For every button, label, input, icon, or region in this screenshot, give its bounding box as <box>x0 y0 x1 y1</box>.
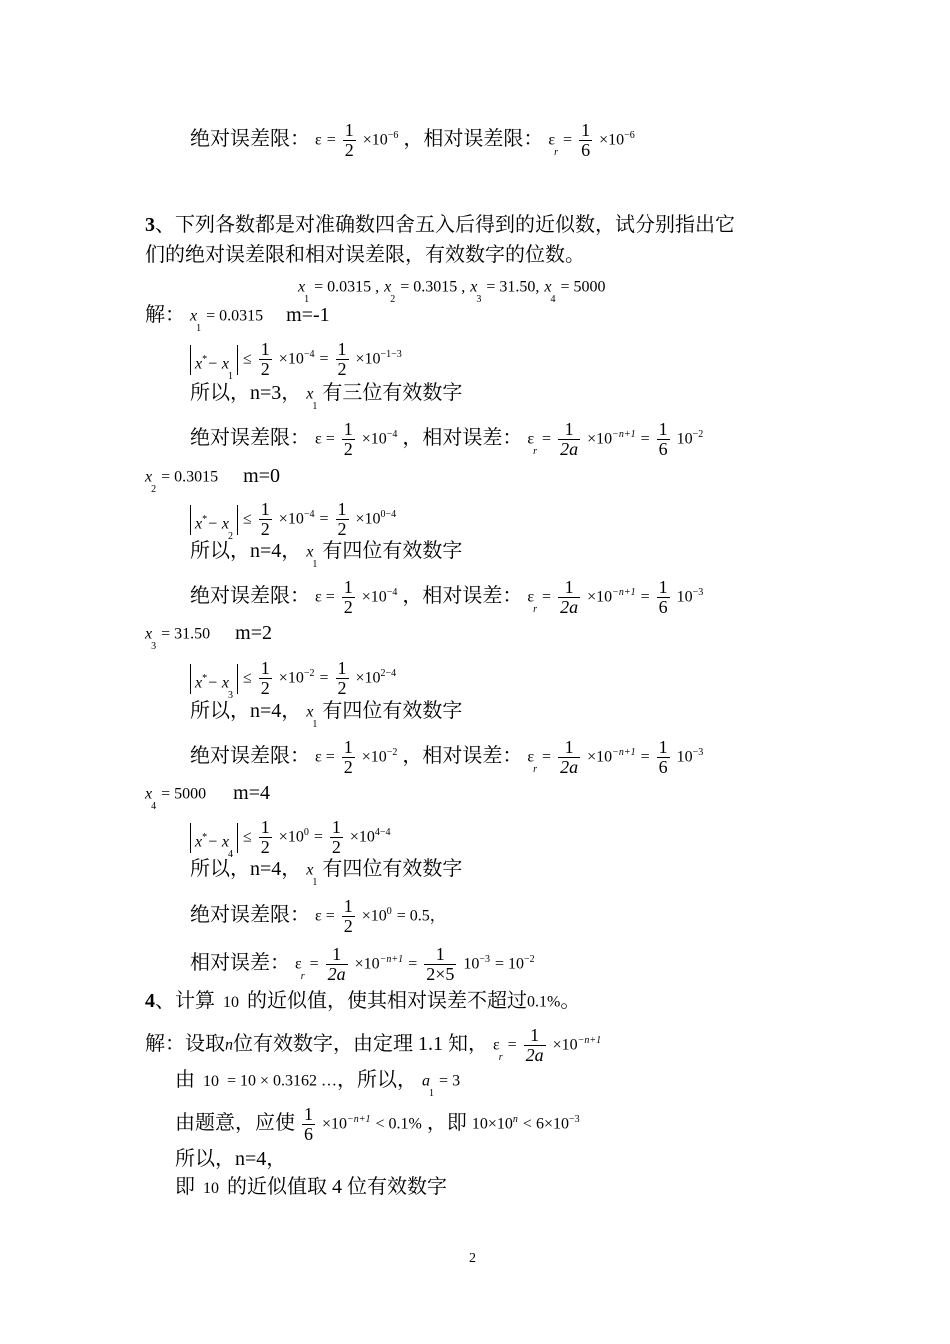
abs-value <box>190 505 238 542</box>
fraction <box>336 340 349 379</box>
problem-3-line-2 <box>145 242 585 268</box>
value: = 10 <box>495 955 525 973</box>
solution-4-line-1 <box>145 1026 601 1071</box>
var: x <box>384 278 392 296</box>
eq: = <box>542 748 552 766</box>
solution-x2 <box>145 463 280 503</box>
var: x <box>145 468 153 486</box>
numerator: 1 <box>343 737 353 757</box>
solution-x4 <box>145 780 270 820</box>
numerator: 1 <box>332 944 342 964</box>
var: x <box>298 278 306 296</box>
text: 的近似值，使其相对误差不超过 <box>247 990 527 1012</box>
exponent: −4 <box>303 509 315 521</box>
inequality-x1 <box>190 339 402 382</box>
denominator: 6 <box>658 597 668 617</box>
subscript: 1 <box>312 719 318 730</box>
subscript: 1 <box>228 370 234 382</box>
solution-4-line-3 <box>175 1105 580 1144</box>
numerator: 1 <box>344 120 354 140</box>
eq: = <box>542 430 552 448</box>
exponent: 0−4 <box>380 509 397 521</box>
inequality-x2 <box>190 499 397 542</box>
numerator: 1 <box>435 944 445 964</box>
text: 所以，n=3， <box>190 382 302 404</box>
epsilon: ε <box>527 748 535 766</box>
subscript: r <box>498 1052 503 1064</box>
epsilon: ε = <box>315 907 335 925</box>
subscript: 1 <box>312 559 318 570</box>
times: ×10 <box>278 669 304 687</box>
numerator: 1 <box>260 499 270 519</box>
given-values <box>298 273 606 313</box>
numerator: 1 <box>658 737 668 757</box>
var: x <box>145 625 153 643</box>
text: 有三位有效数字 <box>322 382 463 404</box>
times: ×10 <box>587 588 613 606</box>
fraction <box>302 1105 315 1144</box>
inequality-x3 <box>190 658 397 701</box>
eq: = <box>640 430 650 448</box>
fraction <box>326 945 348 984</box>
math: < 6×10 <box>522 1115 569 1133</box>
times: ×10 <box>278 828 304 846</box>
numerator: 1 <box>343 896 353 916</box>
conclusion-x4 <box>190 856 462 896</box>
text: ，所以， <box>337 1069 418 1091</box>
value: = 0.3015 , <box>400 278 466 296</box>
leq: ≤ <box>243 510 252 528</box>
eq: = <box>640 588 650 606</box>
solution-4-line-2 <box>175 1067 460 1107</box>
percent: 0.1% <box>527 993 561 1011</box>
times: ×10 <box>361 430 387 448</box>
exponent: −4 <box>303 349 315 361</box>
math: < 0.1% <box>375 1115 422 1133</box>
subscript: r <box>533 446 538 458</box>
numerator: 1 <box>564 419 574 439</box>
text: 即 <box>175 1176 195 1198</box>
value: = 0.0315 <box>206 307 264 325</box>
fraction <box>657 738 670 777</box>
text: ，相对误差： <box>402 745 523 768</box>
exponent: −2 <box>524 954 535 966</box>
subscript: 1 <box>312 877 318 888</box>
numerator: 1 <box>564 577 574 597</box>
exponent: −2 <box>386 747 398 759</box>
var: x <box>195 673 203 691</box>
numerator: 1 <box>337 339 347 359</box>
subscript: 3 <box>476 294 482 305</box>
times: ×10 <box>349 828 375 846</box>
fraction <box>336 659 349 698</box>
exponent: n <box>512 1114 518 1126</box>
times: ×10 <box>354 955 380 973</box>
m-value: m=2 <box>235 622 272 644</box>
text: 有四位有效数字 <box>322 540 463 562</box>
text: 解： <box>145 304 185 326</box>
solution-x1 <box>145 302 330 342</box>
fraction <box>579 121 592 160</box>
text: 由 <box>175 1069 195 1091</box>
value: = 31.50 <box>161 625 211 643</box>
denominator: 2 <box>344 140 354 160</box>
exponent: −3 <box>692 747 704 759</box>
times: ×10 <box>322 1115 348 1133</box>
denominator: 2 <box>331 837 341 857</box>
times: ×10 <box>361 748 387 766</box>
text: 所以，n=4， <box>190 540 302 562</box>
times: ×10 <box>587 430 613 448</box>
subscript: r <box>533 764 538 776</box>
subscript: 4 <box>151 801 157 812</box>
denominator: 6 <box>658 757 668 777</box>
exponent: 0 <box>303 827 309 839</box>
math: = 10 × 0.3162 … <box>227 1072 338 1090</box>
numerator: 1 <box>304 1104 313 1124</box>
denominator: 2 <box>343 439 353 459</box>
line-error-bounds-prev <box>190 121 635 166</box>
numerator: 1 <box>337 658 347 678</box>
var: x <box>195 514 203 532</box>
inequality-x4 <box>190 817 391 860</box>
var: − x <box>207 354 230 372</box>
epsilon: ε = <box>315 430 335 448</box>
numerator: 1 <box>658 577 668 597</box>
exponent: 4−4 <box>374 827 391 839</box>
text: 由题意，应使 <box>175 1112 295 1135</box>
m-value: m=-1 <box>286 304 330 326</box>
math-times: ×10 <box>362 131 388 149</box>
denominator: 2a <box>327 964 346 984</box>
eq: = <box>542 588 552 606</box>
leq: ≤ <box>243 350 252 368</box>
numerator: 1 <box>337 499 347 519</box>
abs-error-x4 <box>190 897 446 936</box>
denominator: 6 <box>581 140 591 160</box>
value: = 3 <box>439 1072 461 1090</box>
denominator: 2a <box>560 439 579 459</box>
epsilon: ε <box>295 955 302 973</box>
exponent: 2−4 <box>380 668 397 680</box>
fraction <box>336 500 349 539</box>
eq: = <box>313 828 323 846</box>
eq: = <box>319 350 329 368</box>
exponent: −6 <box>624 130 635 142</box>
power: 10 <box>676 588 693 606</box>
power: 10 <box>676 748 693 766</box>
denominator: 2a <box>525 1045 544 1065</box>
fraction <box>343 121 356 160</box>
errors-x1 <box>190 420 703 465</box>
fraction <box>259 340 272 379</box>
text: 绝对误差限： <box>190 128 310 151</box>
text: 所以，n=4， <box>190 700 302 722</box>
epsilon: ε <box>527 588 535 606</box>
fraction <box>342 738 355 777</box>
value: = 31.50, <box>486 278 540 296</box>
errors-x2 <box>190 578 703 623</box>
denominator: 2 <box>260 837 270 857</box>
denominator: 2 <box>260 678 270 698</box>
problem-number: 3 <box>145 214 155 236</box>
conclusion-x2 <box>190 538 462 578</box>
star: * <box>202 513 208 525</box>
rel-error-x4 <box>190 945 535 990</box>
fraction <box>657 420 670 459</box>
value: = 5000 <box>560 278 606 296</box>
text: ，相对误差： <box>402 585 523 608</box>
subscript: 2 <box>390 294 396 305</box>
text: 解：设取 <box>145 1033 225 1056</box>
fraction <box>657 578 670 617</box>
abs-value <box>190 823 238 860</box>
numerator: 1 <box>564 737 574 757</box>
numerator: 1 <box>343 419 353 439</box>
conclusion-x1 <box>190 380 462 420</box>
epsilon: ε <box>527 430 535 448</box>
denominator: 2 <box>260 519 270 539</box>
text: 相对误差： <box>190 952 290 975</box>
var: a <box>422 1072 431 1090</box>
text: 有四位有效数字 <box>322 858 463 880</box>
subscript: 1 <box>429 1088 435 1099</box>
var: x <box>544 278 552 296</box>
numerator: 1 <box>581 120 591 140</box>
text: 的近似值取 4 位有效数字 <box>227 1176 447 1198</box>
exponent: 0 <box>386 906 392 918</box>
times: ×10 <box>355 350 381 368</box>
exponent: −2 <box>303 668 315 680</box>
problem-number: 4 <box>145 990 155 1012</box>
text: 绝对误差限： <box>190 904 310 927</box>
epsilon: ε <box>493 1036 500 1054</box>
denominator: 2 <box>260 359 270 379</box>
power: 10 <box>463 955 480 973</box>
fraction <box>558 578 580 617</box>
subscript: 1 <box>196 323 202 334</box>
denominator: 2 <box>337 359 347 379</box>
denominator: 2a <box>560 757 579 777</box>
var: x <box>190 307 198 325</box>
abs-value <box>190 664 238 701</box>
exponent: −n+1 <box>379 954 404 966</box>
var: − x <box>207 514 230 532</box>
numerator: 1 <box>530 1025 540 1045</box>
var: − x <box>207 832 230 850</box>
text: ，相对误差限： <box>403 128 544 151</box>
subscript: r <box>554 147 559 159</box>
fraction <box>330 818 343 857</box>
fraction <box>342 578 355 617</box>
problem-4 <box>145 988 580 1016</box>
math-eq: = <box>563 131 573 149</box>
numerator: 1 <box>331 817 341 837</box>
denominator: 2×5 <box>426 964 455 984</box>
math: 10×10 <box>471 1115 513 1133</box>
exponent: −4 <box>386 587 398 599</box>
math-epsilon: ε <box>548 131 556 149</box>
numerator: 1 <box>260 339 270 359</box>
sqrt-radicand: 10 <box>223 994 239 1011</box>
subscript: 4 <box>228 848 234 860</box>
text: 、计算 <box>155 990 215 1012</box>
subscript: 2 <box>228 530 234 542</box>
subscript: 4 <box>550 294 556 305</box>
exponent: −3 <box>692 587 704 599</box>
text: 所以，n=4， <box>190 858 302 880</box>
eq: = <box>507 1036 517 1054</box>
solution-4-line-4 <box>175 1146 286 1172</box>
solution-x3 <box>145 620 272 660</box>
times: ×10 <box>361 907 387 925</box>
exponent: −n+1 <box>612 587 636 599</box>
times: ×10 <box>355 669 381 687</box>
subscript: 1 <box>312 401 318 412</box>
math-epsilon: ε <box>315 131 322 149</box>
exponent: −3 <box>568 1114 580 1126</box>
text: 所以，n=4， <box>175 1148 287 1170</box>
var: n <box>225 1036 233 1054</box>
power: 10 <box>676 430 693 448</box>
denominator: 2 <box>343 757 353 777</box>
math-eq: = <box>326 131 336 149</box>
times: ×10 <box>552 1036 578 1054</box>
var: x <box>145 785 153 803</box>
epsilon: ε = <box>315 588 335 606</box>
leq: ≤ <box>243 828 252 846</box>
denominator: 6 <box>658 439 668 459</box>
exponent: −3 <box>479 954 491 966</box>
text: 绝对误差限： <box>190 585 310 608</box>
math-times: ×10 <box>599 131 625 149</box>
exponent: −n+1 <box>612 747 636 759</box>
exponent: −n+1 <box>612 429 636 441</box>
text: 有四位有效数字 <box>322 700 463 722</box>
subscript: r <box>533 604 538 616</box>
problem-3-line-1 <box>145 212 735 238</box>
exponent: −2 <box>692 429 704 441</box>
text: 、下列各数都是对准确数四舍五入后得到的近似数，试分别指出它 <box>155 214 735 236</box>
value: = 0.5， <box>396 907 446 925</box>
star: * <box>202 831 208 843</box>
subscript: r <box>300 971 305 983</box>
value: = 5000 <box>161 785 207 803</box>
denominator: 2a <box>560 597 579 617</box>
abs-value <box>190 345 238 382</box>
var: x <box>470 278 478 296</box>
m-value: m=0 <box>243 465 280 487</box>
times: ×10 <box>278 510 304 528</box>
text: ，相对误差： <box>402 427 523 450</box>
var: − x <box>207 673 230 691</box>
star: * <box>202 353 208 365</box>
eq: = <box>319 669 329 687</box>
times: ×10 <box>278 350 304 368</box>
text: 绝对误差限： <box>190 427 310 450</box>
m-value: m=4 <box>233 782 270 804</box>
denominator: 6 <box>304 1124 313 1144</box>
eq: = <box>408 955 418 973</box>
value: = 0.3015 <box>161 468 219 486</box>
exponent: −6 <box>387 130 399 142</box>
fraction <box>558 738 580 777</box>
text: 绝对误差限： <box>190 745 310 768</box>
fraction <box>424 945 456 984</box>
exponent: −n+1 <box>347 1114 371 1126</box>
fraction <box>259 500 272 539</box>
text: 们的绝对误差限和相对误差限，有效数字的位数。 <box>145 244 585 266</box>
sqrt-radicand: 10 <box>203 1073 219 1090</box>
eq: = <box>309 955 319 973</box>
value: = 0.0315 , <box>314 278 380 296</box>
fraction <box>259 659 272 698</box>
fraction <box>259 818 272 857</box>
eq: = <box>640 748 650 766</box>
subscript: 3 <box>151 641 157 652</box>
denominator: 2 <box>337 678 347 698</box>
subscript: 1 <box>304 294 310 305</box>
text: ，即 <box>426 1112 467 1135</box>
denominator: 2 <box>337 519 347 539</box>
var: x <box>306 543 314 561</box>
fraction <box>342 897 355 936</box>
conclusion-x3 <box>190 698 462 738</box>
exponent: −1−3 <box>380 349 402 361</box>
epsilon: ε = <box>315 748 335 766</box>
subscript: 3 <box>228 689 234 701</box>
numerator: 1 <box>260 817 270 837</box>
numerator: 1 <box>343 577 353 597</box>
var: x <box>306 861 314 879</box>
var: x <box>306 385 314 403</box>
star: * <box>202 672 208 684</box>
fraction <box>342 420 355 459</box>
denominator: 2 <box>343 597 353 617</box>
var: x <box>306 703 314 721</box>
fraction <box>524 1026 546 1065</box>
denominator: 2 <box>343 916 353 936</box>
sqrt-radicand: 10 <box>203 1180 219 1197</box>
eq: = <box>319 510 329 528</box>
solution-4-line-5 <box>175 1174 447 1202</box>
subscript: 2 <box>151 484 157 495</box>
var: x <box>195 354 203 372</box>
times: ×10 <box>361 588 387 606</box>
exponent: −n+1 <box>577 1035 602 1047</box>
fraction <box>558 420 580 459</box>
var: x <box>195 832 203 850</box>
page-number: 2 <box>469 1251 476 1266</box>
text: 。 <box>560 990 581 1012</box>
numerator: 1 <box>658 419 668 439</box>
numerator: 1 <box>260 658 270 678</box>
times: ×10 <box>355 510 381 528</box>
errors-x3 <box>190 738 703 783</box>
exponent: −4 <box>386 429 398 441</box>
leq: ≤ <box>243 669 252 687</box>
text: 位有效数字，由定理 1.1 知， <box>233 1033 488 1056</box>
times: ×10 <box>587 748 613 766</box>
